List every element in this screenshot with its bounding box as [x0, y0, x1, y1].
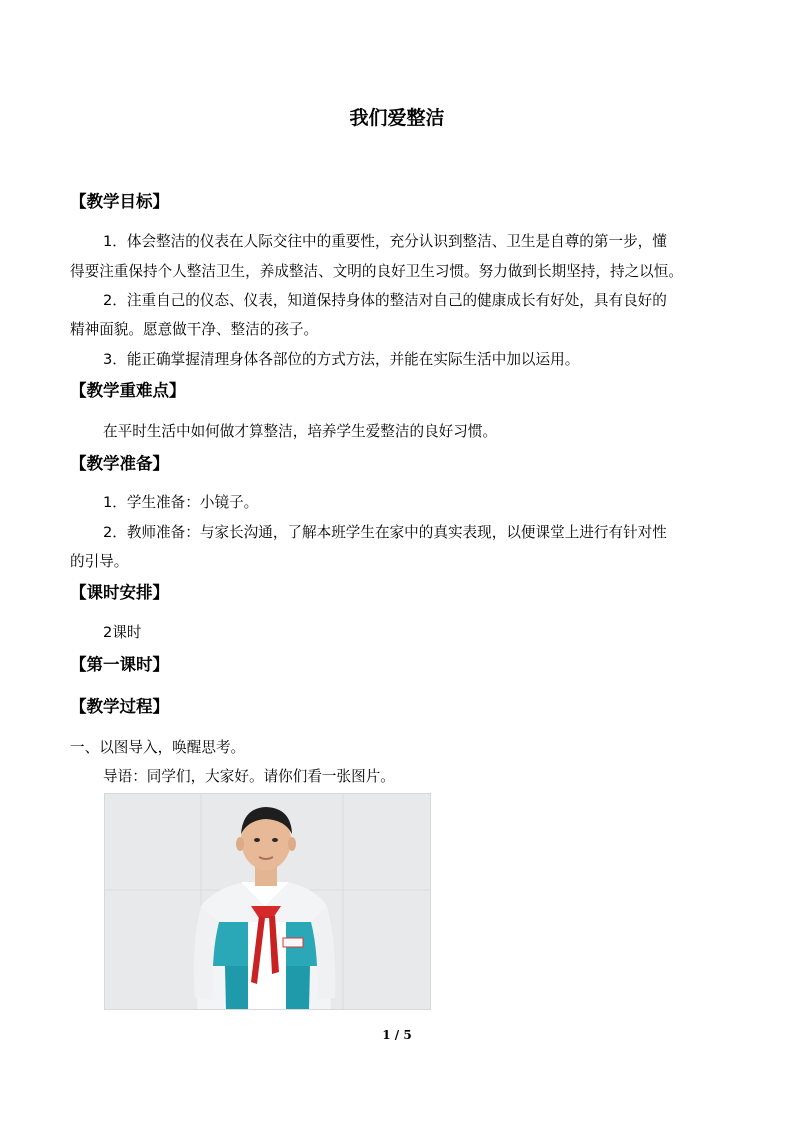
schedule-line: 2课时	[103, 624, 142, 641]
student-photo	[104, 793, 431, 1010]
section-heading-schedule: 【课时安排】	[70, 583, 169, 602]
section-heading-key-points: 【教学重难点】	[70, 381, 186, 400]
section-heading-goals: 【教学目标】	[70, 192, 169, 211]
goals-line: 2．注重自己的仪态、仪表，知道保持身体的整洁对自己的健康成长有好处，具有良好的	[103, 292, 667, 309]
preparation-line: 的引导。	[70, 553, 129, 570]
process-line: 导语：同学们，大家好。请你们看一张图片。	[103, 768, 395, 785]
process-line: 一、以图导入，唤醒思考。	[70, 739, 246, 756]
preparation-line: 2．教师准备：与家长沟通，了解本班学生在家中的真实表现，以便课堂上进行有针对性	[103, 524, 667, 541]
goals-line: 得要注重保持个人整洁卫生，养成整洁、文明的良好卫生习惯。努力做到长期坚持，持之以恒。	[70, 263, 683, 280]
section-heading-first-lesson: 【第一课时】	[70, 655, 169, 674]
document-title: 我们爱整洁	[349, 107, 445, 129]
goals-line: 精神面貌。愿意做干净、整洁的孩子。	[70, 321, 319, 338]
goals-line: 1．体会整洁的仪表在人际交往中的重要性，充分认识到整洁、卫生是自尊的第一步，懂	[103, 233, 667, 250]
goals-line: 3．能正确掌握清理身体各部位的方式方法，并能在实际生活中加以运用。	[103, 351, 580, 368]
section-heading-process: 【教学过程】	[70, 697, 169, 716]
preparation-line: 1．学生准备：小镜子。	[103, 494, 259, 511]
key-points-line: 在平时生活中如何做才算整洁，培养学生爱整洁的良好习惯。	[103, 423, 498, 440]
section-heading-preparation: 【教学准备】	[70, 454, 169, 473]
page-number: 1 / 5	[382, 1028, 412, 1042]
